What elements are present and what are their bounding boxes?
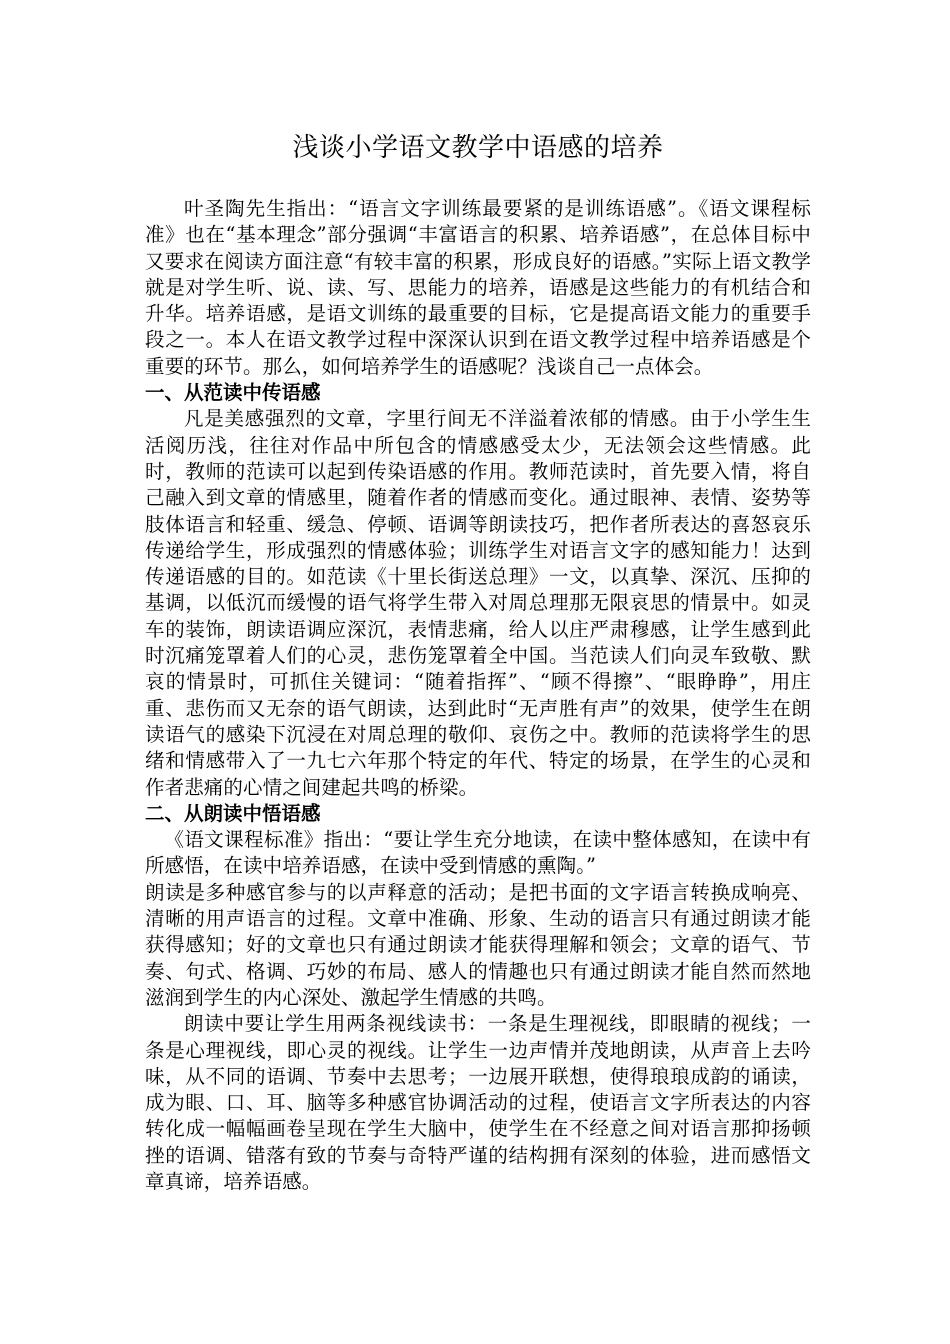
section-2-paragraph-2: 朗读是多种感官参与的以声释意的活动；是把书面的文字语言转换成响亮、清晰的用声语言的过程。文章中准确、形象、生动的语言只有通过朗读才能获得感知；好的文章也只有通过朗读才能获得理解和领会；文章的语气、节奏、句式、格调、巧妙的布局、感人的情趣也只有通过朗读才能自然而然地滋润到学生的内心深处、激起学生情感的共鸣。 — [145, 880, 811, 1009]
section-1-heading: 一、从范读中传语感 — [145, 381, 321, 405]
section-2-heading: 二、从朗读中悟语感 — [145, 801, 321, 825]
section-1-paragraph: 凡是美感强烈的文章，字里行间无不洋溢着浓郁的情感。由于小学生生活阅历浅，往往对作品中所包含的情感感受太少，无法领会这些情感。此时，教师的范读可以起到传染语感的作用。教师范读时，首先要入情，将自己融入到文章的情感里，随着作者的情感而变化。通过眼神、表情、姿势等肢体语言和轻重、缓急、停顿、语调等朗读技巧，把作者所表达的喜怒哀乐传递给学生，形成强烈的情感体验；训练学生对语言文字的感知能力！达到传递语感的目的。如范读《十里长街送总理》一文，以真挚、深沉、压抑的基调，以低沉而缓慢的语气将学生带入对周总理那无限哀思的情景中。如灵车的装饰，朗读语调应深沉，表情悲痛，给人以庄严肃穆感，让学生感到此时沉痛笼罩着人们的心灵，悲伤笼罩着全中国。当范读人们向灵车致敬、默哀的情景时，可抓住关键词：“随着指挥”、“顾不得擦”、“眼睁睁”，用庄重、悲伤而又无奈的语气朗读，达到此时“无声胜有声”的效果，使学生在朗读语气的感染下沉浸在对周总理的敬仰、哀伤之中。教师的范读将学生的思绪和情感带入了一九七六年那个特定的年代、特定的场景，在学生的心灵和作者悲痛的心情之间建起共鸣的桥梁。 — [145, 407, 811, 799]
section-2-paragraph-3: 朗读中要让学生用两条视线读书：一条是生理视线，即眼睛的视线；一条是心理视线，即心灵的视线。让学生一边声情并茂地朗读，从声音上去吟味，从不同的语调、节奏中去思考；一边展开联想，使得琅琅成韵的诵读，成为眼、口、耳、脑等多种感官协调活动的过程，使语言文字所表达的内容转化成一幅幅画卷呈现在学生大脑中，使学生在不经意之间对语言那抑扬顿挫的语调、错落有致的节奏与奇特严谨的结构拥有深刻的体验，进而感悟文章真谛，培养语感。 — [145, 1012, 811, 1193]
section-2-quote-paragraph: 《语文课程标准》指出：“要让学生充分地读，在读中整体感知，在读中有所感悟，在读中培养语感，在读中受到情感的熏陶。” — [145, 828, 811, 878]
intro-paragraph: 叶圣陶先生指出：“语言文字训练最要紧的是训练语感”。《语文课程标准》也在“基本理念”部分强调“丰富语言的积累、培养语感”，在总体目标中又要求在阅读方面注意“有较丰富的积累，形成良好的语感。”实际上语文教学就是对学生听、说、读、写、思能力的培养，语感是这些能力的有机结合和升华。培养语感，是语文训练的最重要的目标，它是提高语文能力的重要手段之一。本人在语文教学过程中深深认识到在语文教学过程中培养语感是个重要的环节。那么，如何培养学生的语感呢？浅谈自己一点体会。 — [145, 197, 811, 378]
document-title: 浅谈小学语文教学中语感的培养 — [292, 133, 664, 163]
document-page — [145, 128, 811, 1195]
